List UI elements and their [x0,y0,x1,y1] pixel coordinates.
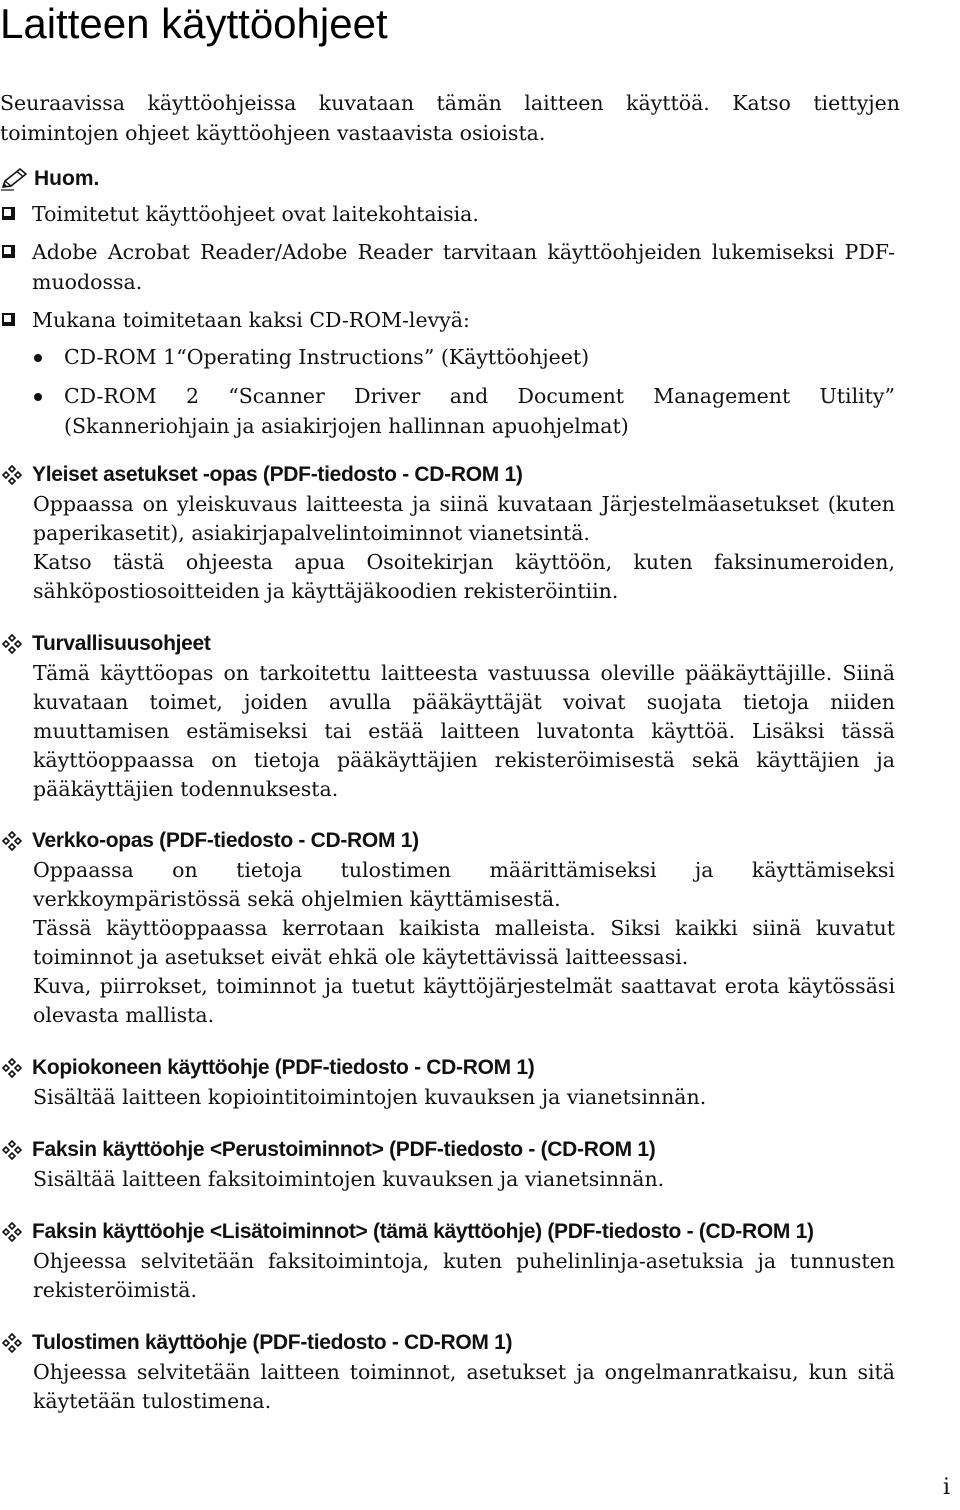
checkbox-icon [2,313,15,326]
section [0,460,895,606]
section-heading [0,1053,895,1083]
section-paragraph: Katso tästä ohjeesta apua Osoitekirjan käyttöön, kuten faksinumeroiden, sähköpostiosoitteiden ja käyttäjäkoodien rekisteröintiin. [33,550,895,603]
diamond-bullet-icon [2,1058,22,1078]
section-body [0,1247,895,1305]
section-paragraph: Oppaassa on tietoja tulostimen määrittämiseksi ja käyttämiseksi verkkoympäristössä sekä ohjelmien käyttämisestä. [33,858,895,911]
section-body [0,490,895,606]
note-item-text: Toimitetut käyttöohjeet ovat laitekohtaisia. [32,202,479,226]
section-heading-text: Kopiokoneen käyttöohje (PDF-tiedosto - CD-ROM 1) [32,1056,535,1079]
section [0,826,895,1030]
section-heading [0,629,895,659]
section-heading-text: Verkko-opas (PDF-tiedosto - CD-ROM 1) [32,829,419,852]
section [0,1135,895,1194]
list-item [0,381,895,441]
section-heading [0,1328,895,1358]
pencil-icon [0,167,30,191]
section-heading [0,826,895,856]
section-body [0,1083,895,1112]
page-title: Laitteen käyttöohjeet [0,0,388,47]
checkbox-icon [2,245,15,258]
diamond-bullet-icon [2,831,22,851]
section-paragraph: Ohjeessa selvitetään faksitoimintoja, kuten puhelinlinja-asetuksia ja tunnusten rekisteröimistä. [33,1249,895,1302]
list-item [0,342,895,372]
diamond-bullet-icon [2,1333,22,1353]
section-body [0,856,895,1030]
section-paragraph: Sisältää laitteen faksitoimintojen kuvauksen ja vianetsinnän. [33,1167,665,1191]
list-item-text: CD-ROM 1“Operating Instructions” (Käyttöohjeet) [64,345,590,369]
section-heading [0,460,895,490]
intro-paragraph: Seuraavissa käyttöohjeissa kuvataan tämän laitteen käyttöä. Katso tiettyjen toimintojen ohjeet käyttöohjeen vastaavista osioista. [0,91,900,145]
section-paragraph: Oppaassa on yleiskuvaus laitteesta ja siinä kuvataan Järjestelmäasetukset (kuten paperikasetit), asiakirjapalvelintoiminnot vianetsintä. [33,492,895,545]
diamond-bullet-icon [2,1140,22,1160]
section-body [0,659,895,804]
section-paragraph: Tämä käyttöopas on tarkoitettu laitteesta vastuussa oleville pääkäyttäjille. Siinä kuvataan toimet, joiden avulla pääkäyttäjät voivat suojata tietoja niiden muuttamisen estämiseksi tai estää laitteen luvatonta käyttöä. Lisäksi tässä käyttöoppaassa on tietoja pääkäyttäjien rekisteröimisestä sekä käyttäjien ja pääkäyttäjien todennuksesta. [33,661,895,801]
note-item-text: Mukana toimitetaan kaksi CD-ROM-levyä: [32,308,470,332]
section-body [0,1165,895,1194]
section-paragraph: Sisältää laitteen kopiointitoimintojen kuvauksen ja vianetsinnän. [33,1085,707,1109]
page-number: i [942,1475,950,1500]
bullet-icon [34,393,42,401]
section-heading-text: Faksin käyttöohje <Lisätoiminnot> (tämä käyttöohje) (PDF-tiedosto - (CD-ROM 1) [32,1220,814,1243]
section-heading [0,1135,895,1165]
section-body [0,1358,895,1416]
section [0,1217,895,1305]
section [0,1053,895,1112]
note-heading [0,164,99,194]
section-heading-text: Faksin käyttöohje <Perustoiminnot> (PDF-tiedosto - (CD-ROM 1) [32,1138,656,1161]
section-heading-text: Yleiset asetukset -opas (PDF-tiedosto - CD-ROM 1) [32,463,523,486]
diamond-bullet-icon [2,465,22,485]
note-item [0,237,895,297]
section [0,629,895,804]
note-item [0,199,895,229]
section-heading-text: Tulostimen käyttöohje (PDF-tiedosto - CD-ROM 1) [32,1331,513,1354]
section-paragraph: Ohjeessa selvitetään laitteen toiminnot, asetukset ja ongelmanratkaisu, kun sitä käytetään tulostimena. [33,1360,895,1413]
note-item [0,305,895,335]
section-heading [0,1217,895,1247]
section-paragraph: Kuva, piirrokset, toiminnot ja tuetut käyttöjärjestelmät saattavat erota käytössäsi olevasta mallista. [33,974,895,1027]
note-label: Huom. [34,167,100,190]
section-paragraph: Tässä käyttöoppaassa kerrotaan kaikista malleista. Siksi kaikki siinä kuvatut toiminnot ja asetukset eivät ehkä ole käytettävissä laitteessasi. [33,916,895,969]
note-item-text: Adobe Acrobat Reader/Adobe Reader tarvitaan käyttöohjeiden lukemiseksi PDF-muodossa. [32,240,895,294]
diamond-bullet-icon [2,1222,22,1242]
section-heading-text: Turvallisuusohjeet [32,632,211,655]
section [0,1328,895,1416]
list-item-text: CD-ROM 2 “Scanner Driver and Document Management Utility” (Skanneriohjain ja asiakirjojen hallinnan apuohjelmat) [64,384,895,438]
bullet-icon [34,354,42,362]
checkbox-icon [2,207,15,220]
diamond-bullet-icon [2,634,22,654]
